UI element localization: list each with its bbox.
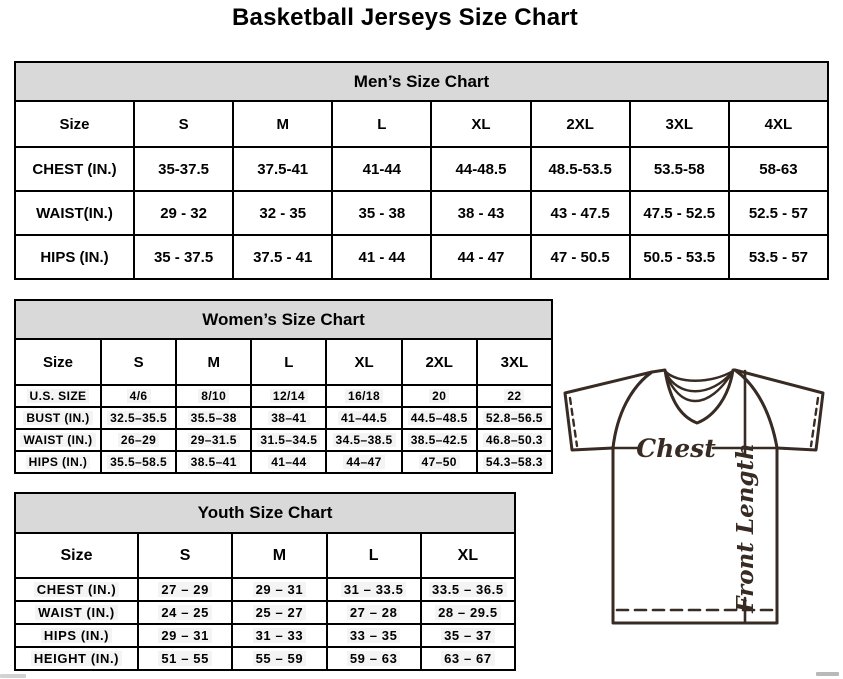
- womens-value-cell: 54.3–58.3: [477, 451, 552, 473]
- womens-grid: [14, 299, 553, 474]
- womens-value-cell: 44.5–48.5: [402, 407, 477, 429]
- womens-value-cell: 29–31.5: [176, 429, 251, 451]
- mens-value-cell: 48.5-53.5: [531, 147, 630, 191]
- jersey-measurement-diagram: [555, 358, 843, 670]
- womens-value-cell: 38.5–42.5: [402, 429, 477, 451]
- youth-value-cell: 25 – 27: [232, 601, 326, 624]
- youth-value-cell: 33.5 – 36.5: [421, 578, 515, 601]
- youth-row-label: WAIST (IN.): [15, 601, 138, 624]
- mens-value-cell: 47.5 - 52.5: [630, 191, 729, 235]
- youth-value-cell: 63 – 67: [421, 647, 515, 670]
- youth-table-row: [15, 578, 515, 601]
- youth-column-header: M: [232, 533, 326, 578]
- mens-value-cell: 35 - 38: [332, 191, 431, 235]
- youth-table-row: [15, 601, 515, 624]
- page-title: Basketball Jerseys Size Chart: [232, 4, 578, 31]
- womens-value-cell: 8/10: [176, 385, 251, 407]
- mens-value-cell: 58-63: [729, 147, 828, 191]
- mens-value-cell: 53.5-58: [630, 147, 729, 191]
- mens-row-label: WAIST(IN.): [15, 191, 134, 235]
- mens-table-row: [15, 147, 828, 191]
- youth-table-row: [15, 624, 515, 647]
- youth-value-cell: 27 – 28: [327, 601, 421, 624]
- womens-value-cell: 38.5–41: [176, 451, 251, 473]
- mens-value-cell: 29 - 32: [134, 191, 233, 235]
- youth-row-label: HEIGHT (IN.): [15, 647, 138, 670]
- mens-value-cell: 53.5 - 57: [729, 235, 828, 279]
- womens-column-header: Size: [15, 339, 101, 385]
- youth-column-header: S: [138, 533, 232, 578]
- youth-value-cell: 51 – 55: [138, 647, 232, 670]
- mens-column-header: L: [332, 101, 431, 147]
- chest-measurement-label: Chest: [636, 434, 716, 463]
- womens-value-cell: 35.5–58.5: [101, 451, 176, 473]
- womens-value-cell: 47–50: [402, 451, 477, 473]
- mens-value-cell: 32 - 35: [233, 191, 332, 235]
- mens-value-cell: 44-48.5: [431, 147, 530, 191]
- mens-column-header: 2XL: [531, 101, 630, 147]
- mens-column-header: 3XL: [630, 101, 729, 147]
- youth-value-cell: 59 – 63: [327, 647, 421, 670]
- youth-value-cell: 35 – 37: [421, 624, 515, 647]
- womens-value-cell: 41–44: [251, 451, 326, 473]
- mens-value-cell: 37.5 - 41: [233, 235, 332, 279]
- womens-value-cell: 44–47: [326, 451, 401, 473]
- jersey-collar-back-curve: [665, 371, 733, 381]
- youth-size-table: [14, 492, 516, 671]
- mens-value-cell: 41 - 44: [332, 235, 431, 279]
- womens-table-row: [15, 451, 552, 473]
- womens-value-cell: 16/18: [326, 385, 401, 407]
- youth-value-cell: 28 – 29.5: [421, 601, 515, 624]
- horizontal-scrollbar-right-fragment[interactable]: [816, 672, 839, 676]
- mens-table-title: Men’s Size Chart: [15, 62, 828, 101]
- youth-value-cell: 29 – 31: [138, 624, 232, 647]
- youth-table-title: Youth Size Chart: [15, 493, 515, 533]
- womens-column-header: S: [101, 339, 176, 385]
- womens-column-header: 2XL: [402, 339, 477, 385]
- front-length-measurement-label: Front Length: [732, 443, 759, 613]
- mens-row-label: CHEST (IN.): [15, 147, 134, 191]
- mens-value-cell: 35-37.5: [134, 147, 233, 191]
- youth-column-header: Size: [15, 533, 138, 578]
- mens-value-cell: 50.5 - 53.5: [630, 235, 729, 279]
- mens-value-cell: 35 - 37.5: [134, 235, 233, 279]
- jersey-diagram-svg: [555, 358, 843, 670]
- womens-value-cell: 52.8–56.5: [477, 407, 552, 429]
- youth-column-header: L: [327, 533, 421, 578]
- womens-value-cell: 22: [477, 385, 552, 407]
- womens-value-cell: 26–29: [101, 429, 176, 451]
- womens-value-cell: 20: [402, 385, 477, 407]
- womens-value-cell: 12/14: [251, 385, 326, 407]
- womens-value-cell: 46.8–50.3: [477, 429, 552, 451]
- mens-column-header: S: [134, 101, 233, 147]
- youth-value-cell: 31 – 33.5: [327, 578, 421, 601]
- womens-value-cell: 38–41: [251, 407, 326, 429]
- youth-value-cell: 24 – 25: [138, 601, 232, 624]
- youth-value-cell: 27 – 29: [138, 578, 232, 601]
- youth-row-label: CHEST (IN.): [15, 578, 138, 601]
- womens-table-title: Women’s Size Chart: [15, 300, 552, 339]
- mens-value-cell: 38 - 43: [431, 191, 530, 235]
- mens-column-header: Size: [15, 101, 134, 147]
- mens-row-label: HIPS (IN.): [15, 235, 134, 279]
- youth-grid: [14, 492, 516, 671]
- womens-value-cell: 35.5–38: [176, 407, 251, 429]
- womens-value-cell: 34.5–38.5: [326, 429, 401, 451]
- youth-row-label: HIPS (IN.): [15, 624, 138, 647]
- youth-table-row: [15, 647, 515, 670]
- mens-value-cell: 43 - 47.5: [531, 191, 630, 235]
- mens-column-header: 4XL: [729, 101, 828, 147]
- womens-column-header: XL: [326, 339, 401, 385]
- mens-size-table: [14, 61, 829, 280]
- womens-row-label: U.S. SIZE: [15, 385, 101, 407]
- womens-column-header: L: [251, 339, 326, 385]
- youth-value-cell: 31 – 33: [232, 624, 326, 647]
- womens-row-label: HIPS (IN.): [15, 451, 101, 473]
- mens-value-cell: 44 - 47: [431, 235, 530, 279]
- youth-value-cell: 33 – 35: [327, 624, 421, 647]
- mens-table-row: [15, 235, 828, 279]
- womens-row-label: WAIST (IN.): [15, 429, 101, 451]
- mens-value-cell: 41-44: [332, 147, 431, 191]
- mens-value-cell: 47 - 50.5: [531, 235, 630, 279]
- mens-table-row: [15, 191, 828, 235]
- mens-column-header: M: [233, 101, 332, 147]
- mens-grid: [14, 61, 829, 280]
- youth-column-header: XL: [421, 533, 515, 578]
- womens-column-header: 3XL: [477, 339, 552, 385]
- womens-value-cell: 4/6: [101, 385, 176, 407]
- youth-value-cell: 29 – 31: [232, 578, 326, 601]
- womens-value-cell: 31.5–34.5: [251, 429, 326, 451]
- mens-column-header: XL: [431, 101, 530, 147]
- youth-value-cell: 55 – 59: [232, 647, 326, 670]
- womens-row-label: BUST (IN.): [15, 407, 101, 429]
- womens-value-cell: 41–44.5: [326, 407, 401, 429]
- womens-value-cell: 32.5–35.5: [101, 407, 176, 429]
- womens-size-table: [14, 299, 553, 474]
- horizontal-scrollbar-left-fragment[interactable]: [0, 674, 26, 678]
- womens-table-row: [15, 385, 552, 407]
- mens-value-cell: 52.5 - 57: [729, 191, 828, 235]
- womens-table-row: [15, 429, 552, 451]
- womens-table-row: [15, 407, 552, 429]
- mens-value-cell: 37.5-41: [233, 147, 332, 191]
- womens-column-header: M: [176, 339, 251, 385]
